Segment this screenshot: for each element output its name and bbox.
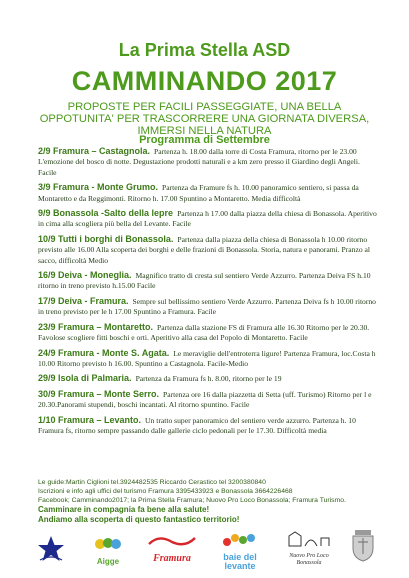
pro-loco-drawing-icon (283, 530, 335, 548)
event-list (38, 146, 378, 440)
event-item (38, 208, 378, 230)
event-details: Partenza dalla piazza della chiesa di Bonassola h 10.00 ritorno previsto alle 16.00 Alla scoperta dei borghi e delle frazioni di Bonassola. Storia, natura e panorami. Pranzo al sacco, difficoltà Medio (38, 234, 370, 265)
framura-wave-icon (145, 534, 199, 548)
event-details: Partenza ore 16 dalla piazzetta di Setta (uff. Turismo) Ritorno per l e 20.30.Panorami stupendi, boschi incantati. Al ritorno spuntino. Facile (38, 389, 372, 410)
event-details: Sempre sul bellissimo sentiero Verde Azzurro. Partenza Deiva fs h 10.00 ritorno in treno previsto per le h 17.00 Spuntino a Framura. Facile (38, 296, 376, 317)
event-details: Partenza da Framura fs h. 8.00, ritorno per le 19 (135, 374, 282, 384)
facebook-pages: Facebook; Camminando2017; la Prima Stella Framura; Nuovo Pro Loco Bonassola; Framura Turismo. (38, 497, 346, 504)
event-heading: 23/9 Framura – Montaretto. (38, 321, 154, 332)
event-heading: 29/9 Isola di Palmaria. (38, 373, 132, 384)
event-heading: 3/9 Framura - Monte Grumo. (38, 182, 159, 193)
event-heading: 16/9 Deiva - Moneglia. (38, 270, 132, 281)
page-subtitle: PROPOSTE PER FACILI PASSEGGIATE, UNA BELLA OPPOTUNITA' PER TRASCORRERE UNA GIORNATA DIVERSA, IMMERSI NELLA NATURA (39, 101, 370, 137)
comune-crest-logo (350, 528, 376, 562)
program-title: Programma di Settembre (139, 134, 270, 146)
aiggre-text: Aigge (96, 557, 120, 566)
pro-loco-bonassola-logo (283, 530, 335, 570)
event-item (38, 270, 378, 292)
baie-dots-icon (215, 532, 265, 548)
event-details: Le meraviglie dell'entroterra ligure! Partenza Framura, loc.Costa h 10.00 Ritorno previsto h 16.00. Spuntino a Castagnola. Facile-Medio (38, 348, 376, 368)
page-title: CAMMINANDO 2017 (71, 66, 338, 96)
event-details: Un tratto super panoramico del sentiero verde azzurro. Partenza h. 10 Framura fs, ritorno sempre passando dalle gallerie ciclo pedonali per le 17.30. Difficoltà media (38, 415, 356, 435)
event-item (38, 415, 378, 437)
event-item (38, 182, 378, 204)
event-heading: 1/10 Framura – Levanto. (38, 414, 142, 425)
event-heading: 9/9 Bonassola -Salto della lepre (38, 208, 174, 219)
event-heading: 17/9 Deiva - Framura. (38, 295, 129, 306)
aiggre-mark-icon (90, 536, 126, 552)
prima-stella-logo (36, 534, 66, 564)
event-details: Partenza da Framure fs h. 10.00 panoramico sentiero, si passa da Montaretto e da Reggimonti. Ritorno h. 17.00 Spuntino a Montaretto. Media difficoltà (38, 183, 359, 203)
event-details: Partenza h. 18.00 dalla torre di Costa Framura, ritorno per le 23.00 L'emozione del bosco di notte. Degustazione prodotti naturali e a km zero presso il Giardino degli Angeli. Facile (38, 147, 360, 177)
organization-name: La Prima Stella ASD (118, 40, 291, 60)
event-item (38, 389, 378, 411)
event-item (38, 348, 378, 370)
baie-del-levante-logo (215, 532, 265, 572)
event-heading: 2/9 Framura – Castagnola. (38, 146, 151, 156)
guides-contacts: Le guide:Martin Ciglioni tel.3924482535 Riccardo Cerastico tel 3200380840 (38, 479, 266, 486)
event-heading: 10/9 Tutti i borghi di Bonassola. (38, 233, 174, 244)
slogan-health: Camminare in compagnia fa bene alla salute! (38, 505, 210, 514)
event-details: Partenza h 17.00 dalla piazza della chiesa di Bonassola. Aperitivo in cima alla scogliera più bella del Levante. Facile (38, 209, 377, 229)
aiggre-logo (90, 536, 126, 568)
event-item (38, 296, 378, 318)
event-item (38, 373, 378, 384)
slogan-discover: Andiamo alla scoperta di questo fantastico territorio! (38, 515, 240, 524)
framura-text: Framura (153, 553, 191, 564)
event-item (38, 234, 378, 266)
tourism-office-contacts: Iscrizioni e info agli uffici del turismo Framura 3395433923 e Bonassola 3664226468 (38, 488, 293, 495)
event-heading: 24/9 Framura - Monte S. Agata. (38, 347, 170, 358)
sponsor-logos (0, 514, 409, 578)
event-heading: 30/9 Framura – Monte Serro. (38, 388, 160, 399)
event-details: Partenza dalla stazione FS di Framura alle 16.30 Ritorno per le 20.30. Favolose scogliere fitti boschi e orti. Aperitivo alla casa del Popolo di Montaretto. Facile (38, 322, 370, 343)
baie-text: baie del levante (223, 552, 257, 571)
event-details: Magnifico tratto di cresta sul sentiero Verde Azzurro. Partenza Deiva FS h.10 ritorno in treno previsto h.15.00 Facile (38, 271, 371, 291)
event-item (38, 322, 378, 344)
framura-logo (145, 534, 199, 566)
pro-loco-text: Nuovo Pro Loco Bonassola (289, 553, 329, 566)
event-item (38, 146, 378, 178)
